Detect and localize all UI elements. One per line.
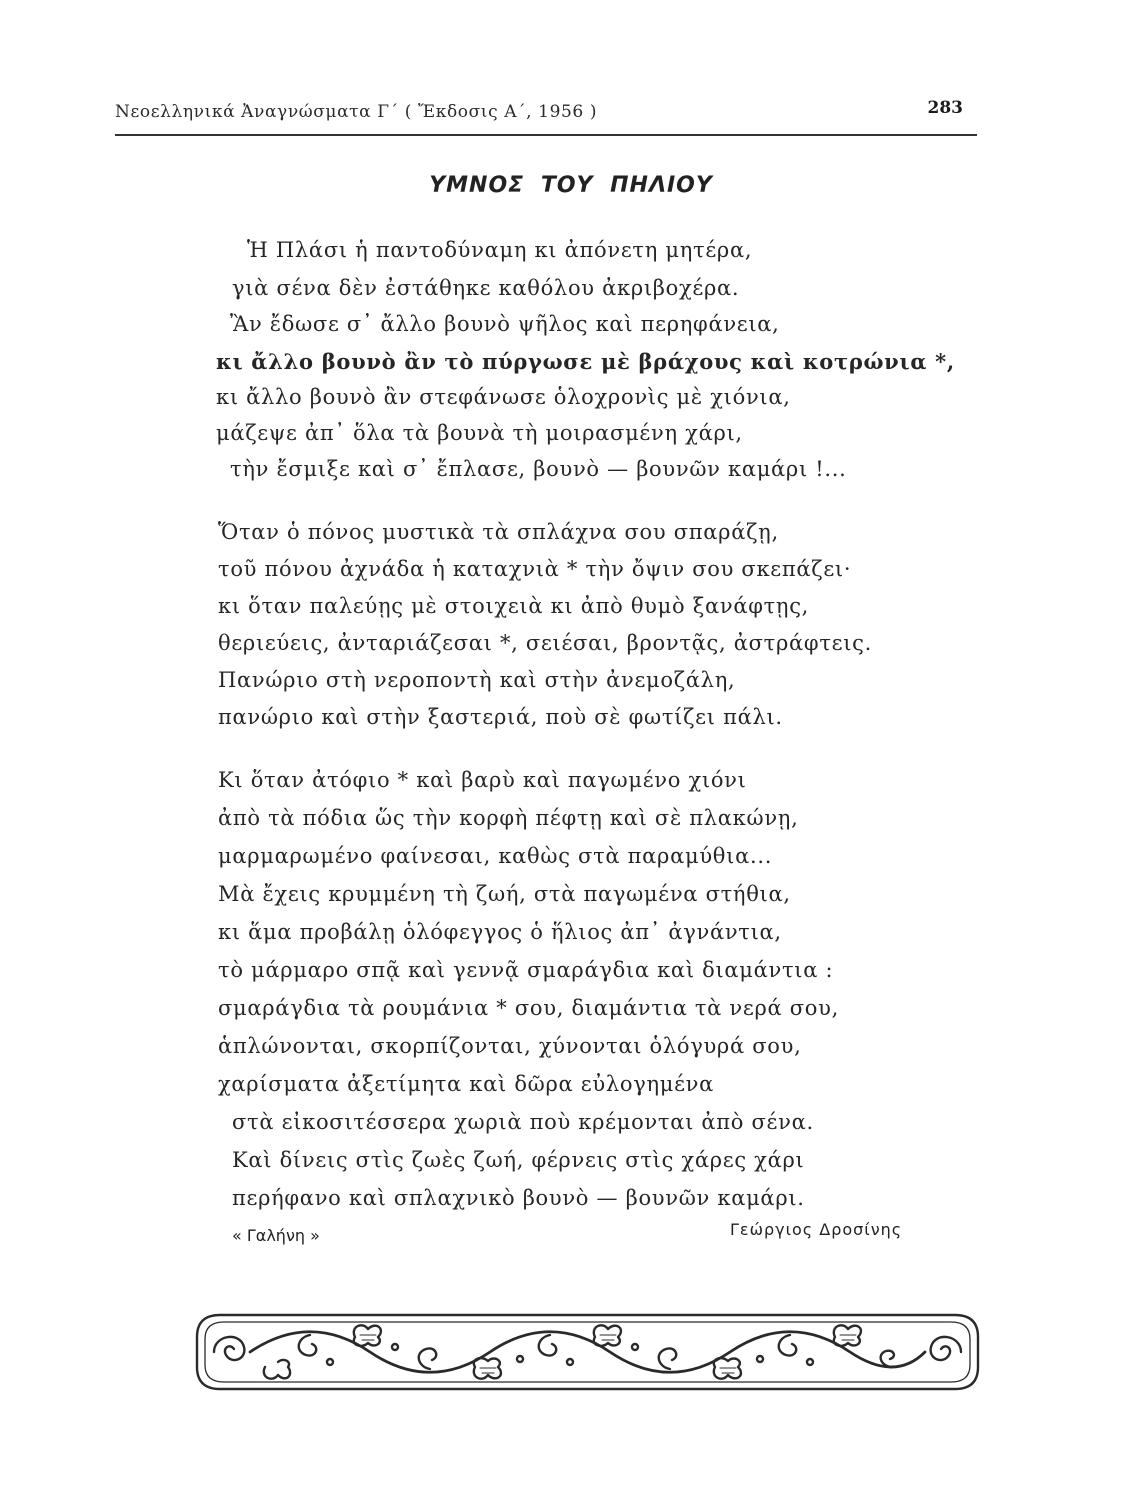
verse-line: κι ἅμα προβάλῃ ὁλόφεγγος ὁ ἥλιος ἀπ᾿ ἀγνάντια,: [218, 920, 782, 944]
verse-line: κι ὅταν παλεύῃς μὲ στοιχειὰ κι ἀπὸ θυμὸ ξανάφτῃς,: [218, 594, 810, 618]
verse-line: ἀπὸ τὰ πόδια ὥς τὴν κορφὴ πέφτῃ καὶ σὲ πλακώνῃ,: [218, 806, 799, 830]
verse-line: τὴν ἔσμιξε καὶ σ᾿ ἔπλασε, βουνὸ — βουνῶν καμάρι !...: [230, 457, 847, 481]
verse-line: Πανώριο στὴ νεροποντὴ καὶ στὴν ἀνεμοζάλη,: [218, 668, 736, 692]
verse-line: Ἡ Πλάσι ἡ παντοδύναμη κι ἀπόνετη μητέρα,: [247, 238, 753, 262]
verse-line: Μὰ ἔχεις κρυμμένη τὴ ζωή, στὰ παγωμένα στήθια,: [218, 882, 791, 906]
source-title: « Γαλήνη »: [232, 1226, 320, 1245]
acanthus-scroll-border-icon: [190, 1307, 985, 1397]
verse-line: περήφανο καὶ σπλαχνικὸ βουνὸ — βουνῶν καμάρι.: [232, 1186, 805, 1210]
verse-line: σμαράγδια τὰ ρουμάνια * σου, διαμάντια τὰ νερά σου,: [218, 996, 839, 1020]
verse-line: Καὶ δίνεις στὶς ζωὲς ζωή, φέρνεις στὶς χάρες χάρι: [232, 1148, 805, 1172]
verse-line: γιὰ σένα δὲν ἐστάθηκε καθόλου ἀκριβοχέρα.: [232, 276, 740, 300]
verse-line: Ἂν ἔδωσε σ᾿ ἄλλο βουνὸ ψῆλος καὶ περηφάνεια,: [230, 312, 780, 336]
page-number: 283: [927, 98, 963, 118]
verse-line: τοῦ πόνου ἀχνάδα ἡ καταχνιὰ * τὴν ὄψιν σου σκεπάζει·: [218, 557, 852, 581]
verse-line: θεριεύεις, ἀνταριάζεσαι *, σειέσαι, βροντᾷς, ἀστράφτεις.: [218, 631, 872, 655]
verse-line: χαρίσματα ἀξετίμητα καὶ δῶρα εὐλογημένα: [218, 1072, 714, 1096]
verse-line: πανώριο καὶ στὴν ξαστεριά, ποὺ σὲ φωτίζει πάλι.: [218, 705, 783, 729]
running-header: [115, 98, 975, 128]
verse-line: κι ἄλλο βουνὸ ἂν στεφάνωσε ὁλοχρονὶς μὲ χιόνια,: [216, 385, 791, 409]
verse-line: μαρμαρωμένο φαίνεσαι, καθὼς στὰ παραμύθια...: [218, 844, 773, 868]
running-title: Νεοελληνικά Ἀναγνώσματα Γ΄ ( Ἔκδοσις Α΄, 1956 ): [115, 102, 598, 122]
verse-line: μάζεψε ἀπ᾿ ὅλα τὰ βουνὰ τὴ μοιρασμένη χάρι,: [216, 421, 743, 445]
verse-line: στὰ εἰκοσιτέσσερα χωριὰ ποὺ κρέμονται ἀπὸ σένα.: [232, 1110, 814, 1134]
verse-line: κι ἄλλο βουνὸ ἂν τὸ πύργωσε μὲ βράχους καὶ κοτρώνια *,: [216, 349, 955, 374]
verse-line: Ὅταν ὁ πόνος μυστικὰ τὰ σπλάχνα σου σπαράζῃ,: [218, 520, 779, 544]
verse-line: ἁπλώνονται, σκορπίζονται, χύνονται ὁλόγυρά σου,: [218, 1034, 802, 1058]
verse-line: Κι ὅταν ἀτόφιο * καὶ βαρὺ καὶ παγωμένο χιόνι: [218, 768, 747, 792]
poem-title: ΥΜΝΟΣ ΤΟΥ ΠΗΛΙΟΥ: [429, 173, 713, 198]
author-name: Γεώργιος Δροσίνης: [730, 1220, 903, 1239]
header-rule: [115, 134, 977, 136]
verse-line: τὸ μάρμαρο σπᾷ καὶ γεννᾷ σμαράγδια καὶ διαμάντια :: [218, 958, 834, 982]
